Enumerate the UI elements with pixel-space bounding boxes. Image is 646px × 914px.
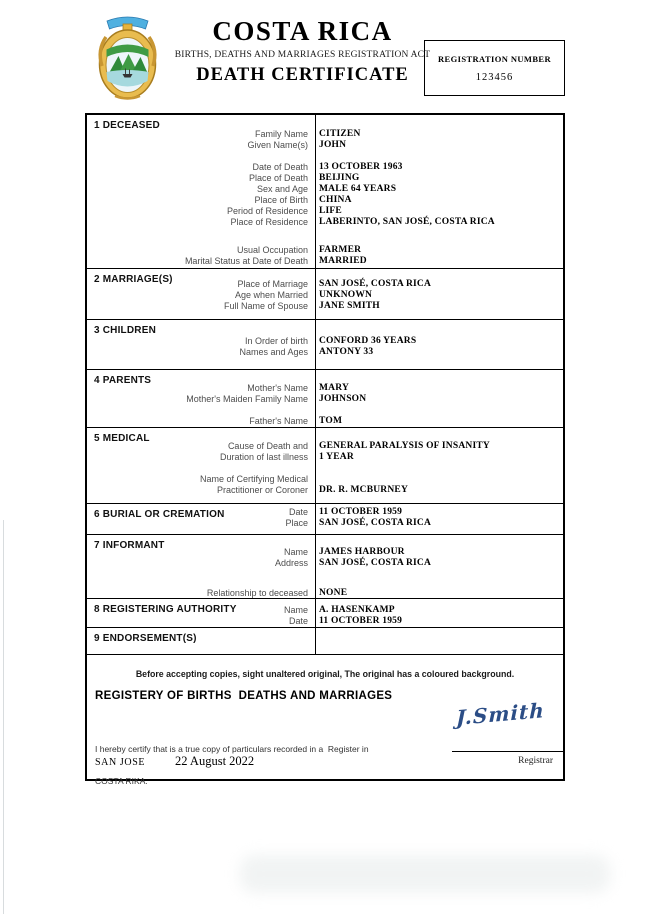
certificate-table [85,113,565,786]
field-value: DR. R. MCBURNEY [319,485,409,495]
field-label: Date of Death [252,162,308,172]
field-value: MALE 64 YEARS [319,184,397,194]
field-label: Cause of Death and [227,441,308,451]
field-row [87,256,563,267]
field-label: Given Name(s) [247,140,308,150]
field-value: UNKNOWN [319,290,373,300]
certification-line-1: I hereby certify that is a true copy of particulars recorded in a Register in [95,744,369,754]
section-title: 3 CHILDREN [94,325,157,336]
section-title: 2 MARRIAGE(S) [94,274,173,285]
field-row [87,474,563,485]
field-value: TOM [319,416,343,426]
field-value: NONE [319,588,348,598]
field-label: Place of Marriage [237,279,308,289]
field-label: Place [285,518,308,528]
field-row [87,195,563,206]
field-value: JAMES HARBOUR [319,547,405,557]
registration-number-value: 123456 [475,72,514,83]
section-parents [87,370,563,428]
section-title: 8 REGISTERING AUTHORITY [94,604,237,615]
section-title: 4 PARENTS [94,375,152,386]
field-value: 13 OCTOBER 1963 [319,162,403,172]
field-label: Father's Name [249,416,308,426]
field-label: Relationship to deceased [206,588,308,598]
field-label: Date [288,616,308,626]
field-value: 1 YEAR [319,452,354,462]
field-row [87,558,563,569]
registry-title: REGISTERY OF BIRTHS DEATHS AND MARRIAGES [95,690,393,702]
certification-line-2: COSTA RIKA. [95,775,148,786]
field-value: SAN JOSÉ, COSTA RICA [319,518,432,528]
field-label: Usual Occupation [236,245,308,255]
field-row [87,290,563,301]
section-children [87,320,563,370]
field-label: Name [283,605,308,615]
field-label: Practitioner or Coroner [216,485,308,495]
issue-date: 22 August 2022 [175,754,255,768]
field-label: Duration of last illness [219,452,308,462]
field-row [87,206,563,217]
copy-notice-text: Before accepting copies, sight unaltered original, The original has a coloured background. [135,669,515,679]
field-label: Date [288,507,308,517]
registrar-label: Registrar [518,756,553,766]
field-value: BEIJING [319,173,360,183]
field-label: Names and Ages [239,347,308,357]
field-label: Place of Residence [230,217,308,227]
field-label: Marital Status at Date of Death [184,256,308,266]
signature-line [452,751,563,752]
field-label: Place of Death [248,173,308,183]
field-value: JOHNSON [319,394,367,404]
field-value: 11 OCTOBER 1959 [319,616,403,626]
field-value: GENERAL PARALYSIS OF INSANITY [319,441,490,451]
section-title: 7 INFORMANT [94,540,165,551]
field-label: Name [283,547,308,557]
field-value: LABERINTO, SAN JOSÉ, COSTA RICA [319,217,495,227]
section-title: 9 ENDORSEMENT(S) [94,633,197,644]
field-value: FARMER [319,245,362,255]
field-label: Sex and Age [256,184,308,194]
field-value: JANE SMITH [319,301,380,311]
field-label: Family Name [254,129,308,139]
country-title: COSTA RICA [212,16,393,46]
field-row [87,162,563,173]
section-deceased [87,115,563,269]
field-label: Period of Residence [226,206,308,216]
field-row [87,140,563,151]
field-row [87,416,563,427]
field-value: ANTONY 33 [319,347,374,357]
section-title: 6 BURIAL OR CREMATION [94,509,225,520]
field-row [87,588,563,599]
field-value: 11 OCTOBER 1959 [319,507,403,517]
field-label: Mother's Name [247,383,308,393]
section-medical [87,428,563,504]
field-row [87,217,563,228]
field-row [87,245,563,256]
certificate-title: DEATH CERTIFICATE [196,65,409,85]
section-endorsements [87,628,563,655]
field-value: MARRIED [319,256,367,266]
field-row [87,336,563,347]
field-value: MARY [319,383,350,393]
field-value: CITIZEN [319,129,361,139]
field-value: SAN JOSÉ, COSTA RICA [319,279,432,289]
field-label: Full Name of Spouse [223,301,308,311]
field-value [308,474,319,485]
field-row [87,173,563,184]
field-value: CHINA [319,195,352,205]
field-value: LIFE [319,206,342,216]
registrar-signature: J.Smith [456,698,546,730]
field-row [87,383,563,394]
act-subtitle: BIRTHS, DEATHS AND MARRIAGES REGISTRATION ACT [174,50,431,60]
field-value: A. HASENKAMP [319,605,395,615]
field-row [87,184,563,195]
scan-smudge-artifact [240,855,610,893]
issue-place: SAN JOSE [95,757,146,768]
section-title: 5 MEDICAL [94,433,150,444]
field-row [87,441,563,452]
field-label: Address [274,558,308,568]
section-burial-or-cremation [87,504,563,535]
scan-edge-artifact [3,520,4,914]
field-row [87,485,563,496]
field-label: Age when Married [234,290,308,300]
field-value: CONFORD 36 YEARS [319,336,417,346]
section-title: 1 DECEASED [94,120,160,131]
registration-number-label: REGISTRATION NUMBER [438,54,551,64]
registration-number-box [424,40,565,96]
field-value: SAN JOSÉ, COSTA RICA [319,558,432,568]
field-label: Name of Certifying Medical [199,474,308,484]
field-value: JOHN [319,140,347,150]
section-marriages [87,269,563,320]
field-label: Mother's Maiden Family Name [186,394,308,404]
field-row [87,394,563,405]
costa-rica-coat-of-arms-icon [95,12,160,102]
field-label: Place of Birth [254,195,308,205]
header [160,16,445,86]
field-row [87,347,563,358]
field-row [87,616,563,627]
field-label: In Order of birth [244,336,308,346]
section-registering-authority [87,599,563,628]
field-row [87,452,563,463]
certificate-footer [87,655,563,786]
field-row [87,301,563,312]
section-informant [87,535,563,599]
